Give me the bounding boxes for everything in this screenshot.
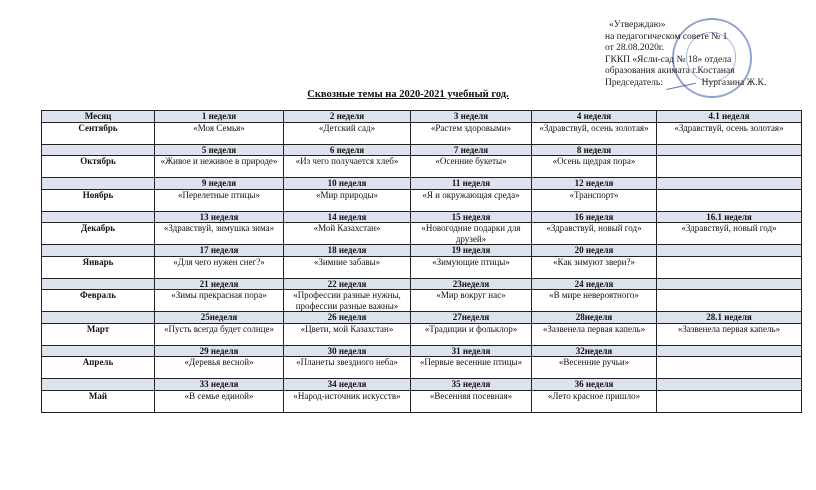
theme-cell: «Зазвенела первая капель»: [657, 323, 802, 345]
approval-line: образования акимата г.Костаная: [605, 66, 735, 76]
theme-cell: «Цвети, мой Казахстан»: [284, 323, 411, 345]
theme-cell: «Как зимуют звери?»: [532, 256, 657, 278]
theme-row: [42, 189, 802, 211]
theme-row: [42, 290, 802, 312]
month-cell: Апрель: [42, 357, 155, 379]
theme-cell: «Живое и неживое в природе»: [155, 156, 284, 178]
month-cell: Декабрь: [42, 223, 155, 245]
theme-cell: «Я и окружающая среда»: [411, 189, 532, 211]
week-number-cell: [657, 345, 802, 357]
week-number-cell: 27неделя: [411, 312, 532, 324]
week-number-cell: 20 неделя: [532, 245, 657, 257]
week-number-cell: 15 неделя: [411, 211, 532, 223]
week-number-cell: 36 неделя: [532, 379, 657, 391]
week-number-cell: 25неделя: [155, 312, 284, 324]
week-number-cell: 8 неделя: [532, 144, 657, 156]
empty-cell: [42, 245, 155, 257]
theme-cell: «Весенние ручьи»: [532, 357, 657, 379]
month-cell: Март: [42, 323, 155, 345]
theme-cell: «В мире невероятного»: [532, 290, 657, 312]
week-number-cell: 12 неделя: [532, 178, 657, 190]
theme-row: [42, 156, 802, 178]
theme-cell: «Из чего получается хлеб»: [284, 156, 411, 178]
themes-table: [41, 110, 802, 413]
approval-line: от 28.08.2020г.: [605, 43, 665, 53]
theme-cell: «Для чего нужен снег?»: [155, 256, 284, 278]
theme-cell: «Здравствуй, новый год»: [657, 223, 802, 245]
empty-cell: [42, 178, 155, 190]
week-number-cell: 19 неделя: [411, 245, 532, 257]
month-cell: Январь: [42, 256, 155, 278]
theme-cell: «Зимы прекрасная пора»: [155, 290, 284, 312]
chairman-label: Председатель:: [605, 77, 663, 88]
week-number-cell: 7 неделя: [411, 144, 532, 156]
week-number-cell: 21 неделя: [155, 278, 284, 290]
week-number-cell: 24 неделя: [532, 278, 657, 290]
theme-cell: «Мир природы»: [284, 189, 411, 211]
week-number-cell: 13 неделя: [155, 211, 284, 223]
theme-cell: «Зазвенела первая капель»: [532, 323, 657, 345]
theme-cell: [657, 390, 802, 412]
theme-cell: «Планеты звездного неба»: [284, 357, 411, 379]
theme-cell: «Здравствуй, осень золотая»: [532, 122, 657, 144]
header-week: 4 неделя: [532, 111, 657, 123]
week-number-cell: 17 неделя: [155, 245, 284, 257]
theme-cell: «Транспорт»: [532, 189, 657, 211]
week-number-cell: [657, 278, 802, 290]
month-cell: Сентябрь: [42, 122, 155, 144]
theme-cell: «Детский сад»: [284, 122, 411, 144]
week-number-cell: 5 неделя: [155, 144, 284, 156]
week-number-cell: 29 неделя: [155, 345, 284, 357]
week-number-row: [42, 278, 802, 290]
week-number-cell: 14 неделя: [284, 211, 411, 223]
week-number-cell: 11 неделя: [411, 178, 532, 190]
week-number-cell: 28неделя: [532, 312, 657, 324]
week-number-cell: 30 неделя: [284, 345, 411, 357]
empty-cell: [42, 144, 155, 156]
theme-cell: «Осень щедрая пора»: [532, 156, 657, 178]
chairman-name: Нургазина Ж.К.: [701, 77, 767, 88]
page-title: Сквозные темы на 2020-2021 учебный год.: [307, 89, 509, 100]
empty-cell: [42, 379, 155, 391]
theme-row: [42, 122, 802, 144]
month-cell: Май: [42, 390, 155, 412]
header-week: 4.1 неделя: [657, 111, 802, 123]
theme-cell: «Новогодние подарки для друзей»: [411, 223, 532, 245]
theme-row: [42, 323, 802, 345]
week-number-cell: 31 неделя: [411, 345, 532, 357]
month-cell: Ноябрь: [42, 189, 155, 211]
empty-cell: [42, 278, 155, 290]
month-cell: Февраль: [42, 290, 155, 312]
theme-cell: «Перелетные птицы»: [155, 189, 284, 211]
theme-cell: [657, 189, 802, 211]
empty-cell: [42, 211, 155, 223]
theme-cell: «Здравствуй, осень золотая»: [657, 122, 802, 144]
approval-line: [605, 78, 810, 90]
theme-cell: «В семье единой»: [155, 390, 284, 412]
week-number-row: [42, 312, 802, 324]
theme-cell: «Растем здоровыми»: [411, 122, 532, 144]
week-number-cell: [657, 379, 802, 391]
theme-cell: [657, 357, 802, 379]
theme-cell: «Профессии разные нужны, профессии разные важны»: [284, 290, 411, 312]
week-number-cell: 16.1 неделя: [657, 211, 802, 223]
week-number-cell: 34 неделя: [284, 379, 411, 391]
theme-cell: «Лето красное пришло»: [532, 390, 657, 412]
theme-cell: «Зимние забавы»: [284, 256, 411, 278]
month-cell: Октябрь: [42, 156, 155, 178]
theme-cell: «Зимующие птицы»: [411, 256, 532, 278]
week-number-cell: 10 неделя: [284, 178, 411, 190]
week-number-cell: 35 неделя: [411, 379, 532, 391]
week-number-cell: 32неделя: [532, 345, 657, 357]
week-number-row: [42, 345, 802, 357]
theme-cell: «Мир вокруг нас»: [411, 290, 532, 312]
theme-cell: [657, 156, 802, 178]
theme-row: [42, 256, 802, 278]
week-number-row: [42, 379, 802, 391]
empty-cell: [42, 345, 155, 357]
approval-line: ГККП «Ясли-сад № 18» отдела: [605, 54, 732, 65]
approval-block: [605, 20, 810, 89]
approval-line: на педагогическом совете № 1: [605, 31, 728, 42]
header-week: 1 неделя: [155, 111, 284, 123]
week-number-row: [42, 178, 802, 190]
week-number-cell: 18 неделя: [284, 245, 411, 257]
theme-row: [42, 390, 802, 412]
theme-cell: «Народ-источник искусств»: [284, 390, 411, 412]
theme-cell: «Здравствуй, новый год»: [532, 223, 657, 245]
week-number-cell: 33 неделя: [155, 379, 284, 391]
week-number-cell: 23неделя: [411, 278, 532, 290]
week-number-cell: 22 неделя: [284, 278, 411, 290]
theme-cell: «Весенняя посевная»: [411, 390, 532, 412]
approval-line: «Утверждаю»: [609, 20, 666, 30]
week-number-row: [42, 144, 802, 156]
week-number-cell: 6 неделя: [284, 144, 411, 156]
header-row: [42, 111, 802, 123]
theme-cell: «Осенние букеты»: [411, 156, 532, 178]
theme-cell: «Здравствуй, зимушка зима»: [155, 223, 284, 245]
empty-cell: [42, 312, 155, 324]
theme-cell: «Первые весенние птицы»: [411, 357, 532, 379]
theme-row: [42, 223, 802, 245]
theme-cell: [657, 290, 802, 312]
theme-row: [42, 357, 802, 379]
theme-cell: «Пусть всегда будет солнце»: [155, 323, 284, 345]
theme-cell: «Моя Семья»: [155, 122, 284, 144]
week-number-cell: 16 неделя: [532, 211, 657, 223]
header-week: 2 неделя: [284, 111, 411, 123]
week-number-cell: 28.1 неделя: [657, 312, 802, 324]
header-month: Месяц: [42, 111, 155, 123]
theme-cell: «Деревья весной»: [155, 357, 284, 379]
week-number-row: [42, 211, 802, 223]
week-number-cell: [657, 144, 802, 156]
header-week: 3 неделя: [411, 111, 532, 123]
theme-cell: «Традиции и фольклор»: [411, 323, 532, 345]
week-number-cell: 9 неделя: [155, 178, 284, 190]
week-number-cell: [657, 245, 802, 257]
week-number-cell: [657, 178, 802, 190]
theme-cell: «Мой Казахстан»: [284, 223, 411, 245]
theme-cell: [657, 256, 802, 278]
week-number-cell: 26 неделя: [284, 312, 411, 324]
week-number-row: [42, 245, 802, 257]
